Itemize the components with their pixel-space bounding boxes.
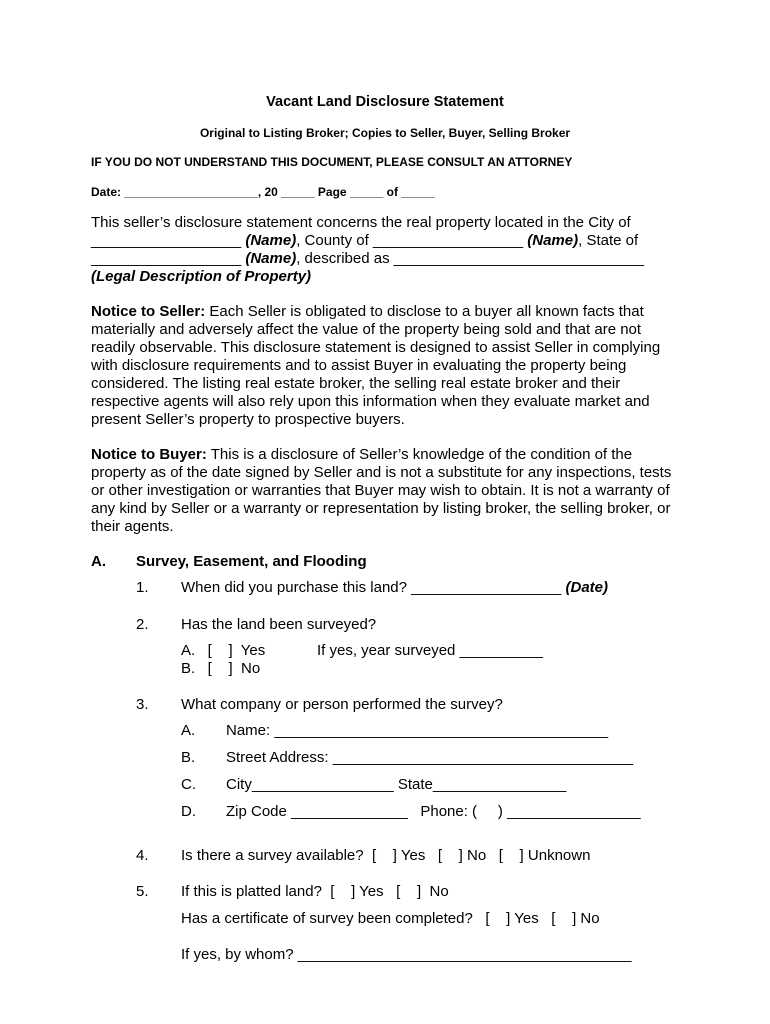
- property-line-3: [91, 250, 691, 268]
- name-hint: (Name): [245, 232, 297, 249]
- date-page-line: [91, 183, 435, 201]
- surveyed-by-whom: [181, 946, 631, 964]
- certificate-no[interactable]: [ ] No: [551, 910, 600, 927]
- legal-description-field[interactable]: ______________________________: [393, 250, 645, 267]
- year-surveyed: [317, 642, 543, 660]
- year-prefix: , 20: [257, 185, 278, 199]
- page-total-field[interactable]: _____: [401, 185, 435, 199]
- sub-letter: A.: [181, 722, 196, 739]
- page-number-field[interactable]: _____: [349, 185, 384, 199]
- certificate-yes[interactable]: [ ] Yes: [485, 910, 539, 927]
- question-number: 4.: [136, 847, 149, 864]
- question-2-text: Has the land been surveyed?: [181, 616, 377, 633]
- of-label: of: [386, 185, 398, 199]
- question-1: [181, 579, 608, 597]
- notice-seller-line: Notice to Seller: Each Seller is obligated to disclose to a buyer all known facts that: [91, 303, 644, 320]
- described-label: , described as: [296, 250, 394, 267]
- surveyor-name-label: Name:: [226, 722, 275, 739]
- surveyor-city-state: [226, 776, 566, 794]
- sub-letter: D.: [181, 803, 196, 820]
- city-field[interactable]: __________________: [91, 232, 242, 249]
- date-field[interactable]: ____________________: [124, 185, 258, 199]
- question-4: [181, 847, 590, 865]
- section-letter: A.: [91, 553, 106, 570]
- by-whom-label: If yes, by whom?: [181, 946, 298, 963]
- zip-label: Zip Code: [226, 803, 292, 820]
- purchase-date-field[interactable]: __________________: [411, 579, 562, 596]
- legal-description-hint: (Legal Description of Property): [91, 268, 312, 285]
- street-address-label: Street Address:: [226, 749, 333, 766]
- notice-to-buyer: [91, 446, 691, 536]
- question-number: 3.: [136, 696, 149, 713]
- city-label: City: [226, 776, 252, 793]
- state-label: , State of: [578, 232, 639, 249]
- year-surveyed-field[interactable]: __________: [459, 642, 543, 659]
- date-hint: (Date): [565, 579, 609, 596]
- question-number: 2.: [136, 616, 149, 633]
- surveyor-zip-phone: [226, 803, 641, 821]
- surveyor-name-field[interactable]: ________________________________________: [274, 722, 609, 739]
- state-label-q3: State: [393, 776, 433, 793]
- survey-available-no[interactable]: [ ] No: [437, 847, 487, 864]
- attorney-warning: IF YOU DO NOT UNDERSTAND THIS DOCUMENT, PLEASE CONSULT AN ATTORNEY: [91, 155, 573, 169]
- phone-field[interactable]: ________________: [507, 803, 641, 820]
- year-surveyed-label: If yes, year surveyed: [317, 642, 460, 659]
- certificate-question: [181, 910, 600, 928]
- year-field[interactable]: _____: [281, 185, 315, 199]
- notice-buyer-line: or other investigation or warranties that Buyer may wish to obtain. It is not a warranty of: [91, 482, 670, 499]
- question-1-text: When did you purchase this land?: [181, 579, 412, 596]
- date-label: Date:: [91, 185, 122, 199]
- zip-field[interactable]: ______________: [291, 803, 408, 820]
- notice-to-seller: [91, 303, 691, 429]
- county-label: , County of: [296, 232, 373, 249]
- property-line-2: [91, 232, 691, 250]
- platted-no[interactable]: [ ] No: [396, 883, 449, 900]
- survey-available-unknown[interactable]: [ ] Unknown: [498, 847, 591, 864]
- notice-seller-line: with disclosure requirements and to assist Buyer in evaluating the property being: [91, 357, 627, 374]
- phone-label: Phone: ( ): [407, 803, 508, 820]
- notice-buyer-line: property as of the date signed by Seller and is not a substitute for any inspections, tests: [91, 464, 672, 481]
- sub-letter: C.: [181, 776, 196, 793]
- document-title: Vacant Land Disclosure Statement: [266, 94, 504, 110]
- city-input-field[interactable]: _________________: [251, 776, 394, 793]
- surveyed-no-option[interactable]: B. [ ] No: [181, 660, 261, 677]
- distribution-note: Original to Listing Broker; Copies to Seller, Buyer, Selling Broker: [199, 126, 571, 140]
- survey-available-yes[interactable]: [ ] Yes: [371, 847, 426, 864]
- state-field[interactable]: __________________: [91, 250, 242, 267]
- name-hint: (Name): [245, 250, 297, 267]
- street-address-field[interactable]: ____________________________________: [332, 749, 634, 766]
- county-field[interactable]: __________________: [372, 232, 524, 249]
- question-3-text: What company or person performed the survey?: [181, 696, 503, 713]
- question-5: [181, 883, 449, 901]
- platted-yes[interactable]: [ ] Yes: [330, 883, 384, 900]
- surveyor-name: [226, 722, 608, 740]
- notice-seller-line: considered. The listing real estate broker, the selling real estate broker and their: [91, 375, 621, 392]
- name-hint: (Name): [527, 232, 579, 249]
- question-number: 5.: [136, 883, 149, 900]
- notice-buyer-label: Notice to Buyer:: [91, 446, 207, 463]
- property-paragraph: [91, 214, 691, 286]
- state-input-field[interactable]: ________________: [432, 776, 567, 793]
- notice-buyer-line: their agents.: [91, 518, 174, 535]
- notice-seller-line: present Seller’s property to prospective buyers.: [91, 411, 405, 428]
- notice-seller-line: materially and adversely affect the value of the property being sold and that are not: [91, 321, 642, 338]
- question-number: 1.: [136, 579, 149, 596]
- notice-buyer-line: any kind by Seller or a warranty or representation by listing broker, the selling broker, or: [91, 500, 671, 517]
- notice-buyer-line: Notice to Buyer: This is a disclosure of Seller’s knowledge of the condition of the: [91, 446, 633, 463]
- notice-seller-line: readily observable. This disclosure statement is designed to assist Seller in complying: [91, 339, 661, 356]
- notice-seller-label: Notice to Seller:: [91, 303, 206, 320]
- question-5-text: If this is platted land?: [181, 883, 322, 900]
- certificate-text: Has a certificate of survey been completed?: [181, 910, 473, 927]
- notice-seller-line: respective agents will also rely upon this information when they evaluate market and: [91, 393, 650, 410]
- question-4-text: Is there a survey available?: [181, 847, 364, 864]
- section-heading: Survey, Easement, and Flooding: [136, 553, 367, 570]
- surveyor-address: [226, 749, 633, 767]
- sub-letter: B.: [181, 749, 196, 766]
- surveyed-yes-option[interactable]: A. [ ] Yes: [181, 642, 266, 659]
- property-intro: This seller’s disclosure statement concerns the real property located in the City of: [91, 214, 631, 231]
- by-whom-field[interactable]: ________________________________________: [297, 946, 632, 963]
- page-label: Page: [317, 185, 347, 199]
